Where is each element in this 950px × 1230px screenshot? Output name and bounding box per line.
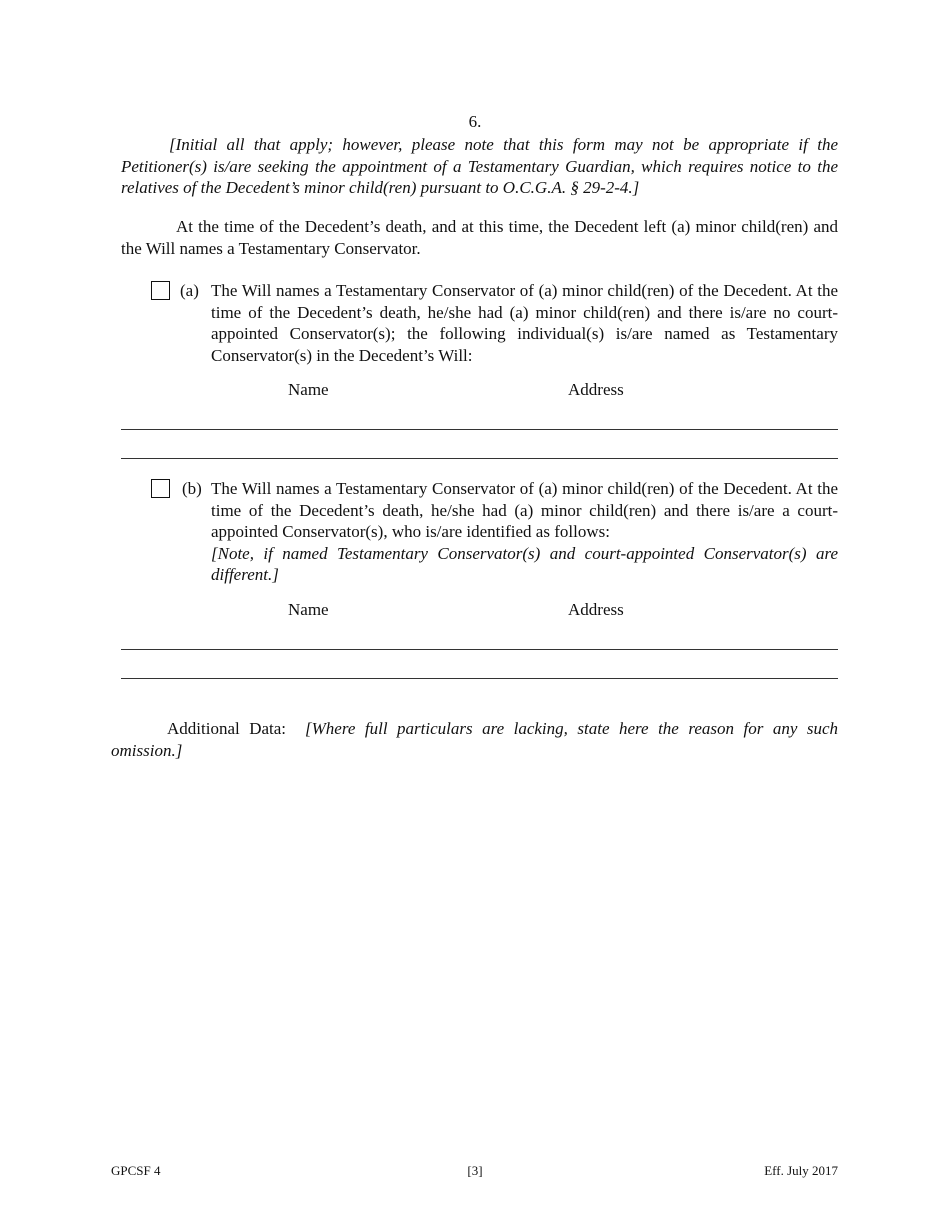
- option-b-label: (b): [182, 479, 202, 498]
- section-number: 6.: [468, 112, 482, 131]
- option-a-checkbox[interactable]: [151, 281, 170, 300]
- option-a-address-header: Address: [568, 380, 624, 399]
- option-b-block: [211, 478, 838, 586]
- option-a-name-header: Name: [288, 380, 329, 399]
- option-b-name-header: Name: [288, 600, 329, 619]
- option-a-label: (a): [180, 281, 199, 300]
- option-a-text: The Will names a Testamentary Conservator of (a) minor child(ren) of the Decedent. At the time of the Decedent’s death, he/she had (a) minor child(ren) and there is/are no court-appointed Conservator(s); the following individual(s) is/are named as Testamentary Conservator(s) in the Decedent’s Will:: [211, 281, 838, 365]
- option-b-note: [Note, if named Testamentary Conservator(s) and court-appointed Conservator(s) are different.]: [211, 543, 838, 584]
- option-a-entry-line-2[interactable]: [121, 458, 838, 459]
- additional-data-label: Additional Data:: [167, 719, 287, 738]
- footer-form-id: GPCSF 4: [111, 1163, 161, 1178]
- option-b-entry-line-1[interactable]: [121, 649, 838, 650]
- option-b-address-header: Address: [568, 600, 624, 619]
- option-b-entry-line-2[interactable]: [121, 678, 838, 679]
- footer-effective-date: Eff. July 2017: [764, 1163, 838, 1178]
- instructions-note: [Initial all that apply; however, please note that this form may not be appropriate if the Petitioner(s) is/are seeking the appointment of a Testamentary Guardian, which requires notice to the relatives of the Decedent’s minor child(ren) pursuant to O.C.G.A. § 29-2-4.]: [121, 135, 838, 197]
- additional-data-instruction: [Where full particulars are lacking, state here the reason for any such omission.]: [111, 719, 839, 760]
- footer-page-number: [3]: [467, 1163, 483, 1178]
- option-a-entry-line-1[interactable]: [121, 429, 838, 430]
- option-b-text: The Will names a Testamentary Conservator of (a) minor child(ren) of the Decedent. At the time of the Decedent’s death, he/she had (a) minor child(ren) and there is/are a court-appointed Conservator(s), who is/are identified as follows:: [211, 479, 838, 541]
- intro-paragraph: At the time of the Decedent’s death, and at this time, the Decedent left (a) minor child(ren) and the Will names a Testamentary Conservator.: [121, 217, 838, 258]
- option-b-checkbox[interactable]: [151, 479, 170, 498]
- additional-data-paragraph: [111, 718, 838, 761]
